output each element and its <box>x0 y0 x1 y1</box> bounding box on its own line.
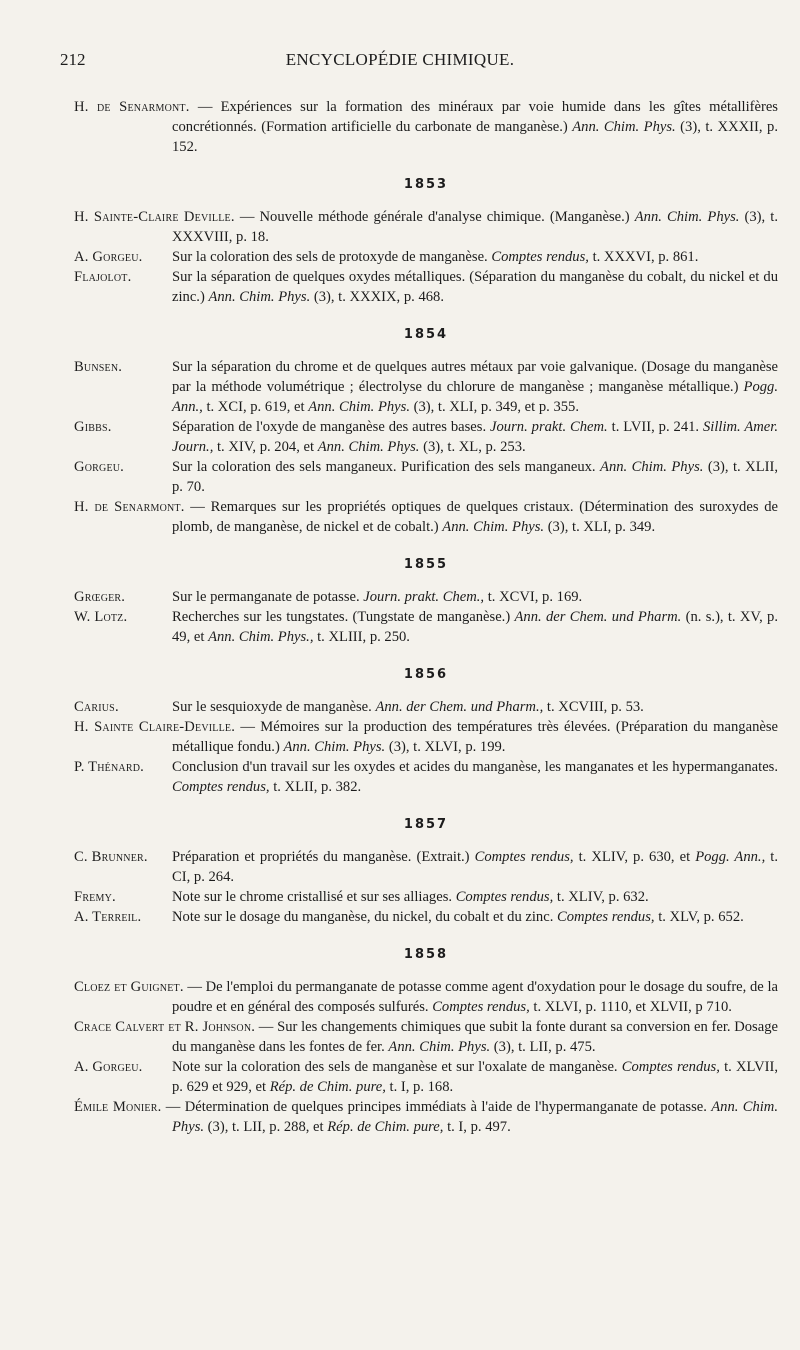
entry-text: — Détermination de quelques principes immédiats à l'aide de l'hypermanganate de potasse. <box>161 1099 712 1115</box>
entry-text: t. XCVIII, p. 53. <box>543 699 644 715</box>
bibliography-entry <box>74 1057 778 1097</box>
entry-text: — Mémoires sur la production des températures très élevées. (Préparation du manganèse métallique fondu.) <box>172 719 778 755</box>
entry-author: P. Thénard. <box>74 759 144 775</box>
entry-source: Journ. prakt. Chem., <box>363 589 485 605</box>
entry-author: W. Lotz. <box>74 609 128 625</box>
entry-source: Comptes rendus, <box>474 849 574 865</box>
entry-author: A. Gorgeu. <box>74 1059 143 1075</box>
entry-text: t. XCI, p. 619, et <box>202 399 309 415</box>
entry-source: Comptes rendus, <box>172 779 270 795</box>
entry-source: Comptes rendus, <box>432 999 530 1015</box>
entry-text: t. I, p. 168. <box>385 1079 454 1095</box>
bibliography-entry <box>74 357 778 417</box>
entry-text: (3), t. XLII, p. 70. <box>172 459 778 495</box>
entry-text: Sur la coloration des sels de protoxyde de manganèse. <box>172 249 492 265</box>
entry-text: Sur la coloration des sels manganeux. Purification des sels manganeux. <box>172 459 601 475</box>
entry-source: Comptes rendus, <box>455 889 554 905</box>
entry-text: t. XLIV, p. 632. <box>553 889 649 905</box>
entry-author: C. Brunner. <box>74 849 148 865</box>
entry-text: t. XLIV, p. 630, et <box>573 849 696 865</box>
page-number: 212 <box>60 50 86 69</box>
bibliography-entry <box>74 587 778 607</box>
bibliography-entry <box>74 457 778 497</box>
entry-text: Sur la séparation de quelques oxydes métalliques. (Séparation du manganèse du cobalt, du nickel et du zinc.) <box>172 269 778 305</box>
entry-author: Fremy. <box>74 889 116 905</box>
bibliography-entry <box>74 417 778 457</box>
entry-source: Ann. Chim. Phys. <box>172 1099 778 1135</box>
entry-text: — Expériences sur la formation des minéraux par voie humide dans les gîtes métallifères concrétionnés. (Formation artificielle du carbonate de manganèse.) <box>172 99 778 135</box>
entry-source: Pogg. Ann., <box>695 849 766 865</box>
entry-text: (n. s.), t. XV, p. 49, et <box>172 609 778 645</box>
entry-author: H. de Senarmont. <box>74 99 190 115</box>
year-heading: 1858 <box>403 947 449 962</box>
entry-text: (3), t. XXXIX, p. 468. <box>310 289 444 305</box>
bibliography-entry <box>74 97 778 157</box>
entry-source: Journ. prakt. Chem. <box>490 419 608 435</box>
entry-source: Pogg. Ann., <box>172 379 778 415</box>
entry-text: t. I, p. 497. <box>443 1119 511 1135</box>
entry-source: Ann. Chim. Phys. <box>600 459 704 475</box>
entry-text: Recherches sur les tungstates. (Tungstate de manganèse.) <box>172 609 515 625</box>
entry-author: Bunsen. <box>74 359 123 375</box>
entry-text: t. XXXVI, p. 861. <box>588 249 699 265</box>
entry-source: Ann. Chim. Phys. <box>317 439 420 455</box>
bibliography-entry <box>74 1017 778 1057</box>
entry-source: Ann. der Chem. und Pharm. <box>514 609 682 625</box>
entry-text: — Nouvelle méthode générale d'analyse chimique. (Manganèse.) <box>234 209 635 225</box>
bibliography-entry <box>74 977 778 1017</box>
entry-author: Gorgeu. <box>74 459 125 475</box>
entry-text: t. XLV, p. 652. <box>654 909 744 925</box>
entry-source: Ann. Chim. Phys. <box>208 289 311 305</box>
entry-text: t. LVII, p. 241. <box>607 419 703 435</box>
entry-source: Comptes rendus, <box>557 909 655 925</box>
entry-author: Gibbs. <box>74 419 112 435</box>
entry-text: — Remarques sur les propriétés optiques de quelques cristaux. (Détermination des suroxydes de plomb, de manganèse, de nickel et de cobalt.) <box>172 499 778 535</box>
entry-text: (3), t. XLVI, p. 199. <box>385 739 506 755</box>
entry-text: Note sur la coloration des sels de manganèse et sur l'oxalate de manganèse. <box>172 1059 622 1075</box>
year-heading: 1856 <box>403 667 449 682</box>
entry-author: Carius. <box>74 699 119 715</box>
entry-text: Préparation et propriétés du manganèse. (Extrait.) <box>172 849 475 865</box>
entry-author: Flajolot. <box>74 269 132 285</box>
entry-source: Ann. Chim. Phys. <box>634 209 740 225</box>
entry-text: t. CI, p. 264. <box>172 849 778 885</box>
entry-text: (3), t. XLI, p. 349. <box>544 519 656 535</box>
entry-source: Rép. de Chim. pure, <box>327 1119 444 1135</box>
entry-source: Comptes rendus, <box>621 1059 720 1075</box>
entry-source: Ann. Chim. Phys. <box>388 1039 491 1055</box>
bibliography-body <box>74 97 778 1137</box>
entry-source: Comptes rendus, <box>491 249 589 265</box>
entry-source: Ann. der Chem. und Pharm., <box>375 699 544 715</box>
entry-text: t. XLII, p. 382. <box>269 779 362 795</box>
year-heading: 1853 <box>403 177 449 192</box>
year-heading: 1857 <box>403 817 449 832</box>
entry-text: Sur le permanganate de potasse. <box>172 589 364 605</box>
year-heading: 1855 <box>403 557 449 572</box>
entry-text: (3), t. XL, p. 253. <box>419 439 526 455</box>
entry-source: Sillim. Amer. Journ., <box>172 419 778 455</box>
entry-source: Ann. Chim. Phys. <box>308 399 410 415</box>
bibliography-entry <box>74 497 778 537</box>
entry-author: Cloez et Guignet. <box>74 979 184 995</box>
entry-text: t. XIV, p. 204, et <box>213 439 318 455</box>
entry-author: A. Terreil. <box>74 909 142 925</box>
entry-text: Séparation de l'oxyde de manganèse des autres bases. <box>172 419 491 435</box>
entry-text: t. XCVI, p. 169. <box>484 589 583 605</box>
entry-text: (3), t. XXXVIII, p. 18. <box>172 209 778 245</box>
running-head: ENCYCLOPÉDIE CHIMIQUE. <box>285 50 515 69</box>
entry-author: Émile Monier. <box>74 1099 162 1115</box>
entry-author: Grœger. <box>74 589 126 605</box>
bibliography-entry <box>74 757 778 797</box>
entry-text: Sur la séparation du chrome et de quelques autres métaux par voie galvanique. (Dosage du manganèse par la méthode volumétrique ; électrolyse du chlorure de manganèse ; manganèse métallique.) <box>172 359 778 395</box>
bibliography-entry <box>74 907 778 927</box>
bibliography-entry <box>74 247 778 267</box>
entry-text: — De l'emploi du permanganate de potasse comme agent d'oxydation pour le dosage du soufre, de la poudre et en général des composés sulfurés. <box>172 979 778 1015</box>
entry-text: t. XLVI, p. 1110, et XLVII, p 710. <box>529 999 732 1015</box>
bibliography-entry <box>74 1097 778 1137</box>
bibliography-entry <box>74 847 778 887</box>
entry-source: Ann. Chim. Phys. <box>572 119 676 135</box>
entry-text: Note sur le dosage du manganèse, du nickel, du cobalt et du zinc. <box>172 909 557 925</box>
entry-text: (3), t. XLI, p. 349, et p. 355. <box>409 399 579 415</box>
entry-author: A. Gorgeu. <box>74 249 143 265</box>
bibliography-entry <box>74 697 778 717</box>
entry-text: Conclusion d'un travail sur les oxydes et acides du manganèse, les manganates et les hypermanganates. <box>172 759 778 775</box>
entry-author: Crace Calvert et R. Johnson. <box>74 1019 256 1035</box>
entry-text: — Sur les changements chimiques que subit la fonte durant sa conversion en fer. Dosage du manganèse dans les fontes de fer. <box>172 1019 778 1055</box>
year-heading: 1854 <box>403 327 449 342</box>
entry-text: t. XLVII, p. 629 et 929, et <box>172 1059 778 1095</box>
entry-text: (3), t. LII, p. 475. <box>490 1039 596 1055</box>
entry-author: H. Sainte-Claire Deville. <box>74 209 235 225</box>
entry-source: Ann. Chim. Phys. <box>283 739 386 755</box>
entry-text: Note sur le chrome cristallisé et sur ses alliages. <box>172 889 456 905</box>
entry-author: H. de Senarmont. <box>74 499 185 515</box>
entry-source: Ann. Chim. Phys. <box>442 519 545 535</box>
bibliography-entry <box>74 267 778 307</box>
bibliography-entry <box>74 887 778 907</box>
entry-source: Ann. Chim. Phys., <box>208 629 314 645</box>
entry-text: t. XLIII, p. 250. <box>313 629 410 645</box>
entry-text: (3), t. LII, p. 288, et <box>204 1119 328 1135</box>
bibliography-entry <box>74 207 778 247</box>
entry-text: (3), t. XXXII, p. 152. <box>172 119 778 155</box>
bibliography-entry <box>74 717 778 757</box>
entry-source: Rép. de Chim. pure, <box>269 1079 386 1095</box>
bibliography-entry <box>74 607 778 647</box>
page-header <box>0 50 800 74</box>
entry-author: H. Sainte Claire-Deville. <box>74 719 236 735</box>
entry-text: Sur le sesquioxyde de manganèse. <box>172 699 376 715</box>
